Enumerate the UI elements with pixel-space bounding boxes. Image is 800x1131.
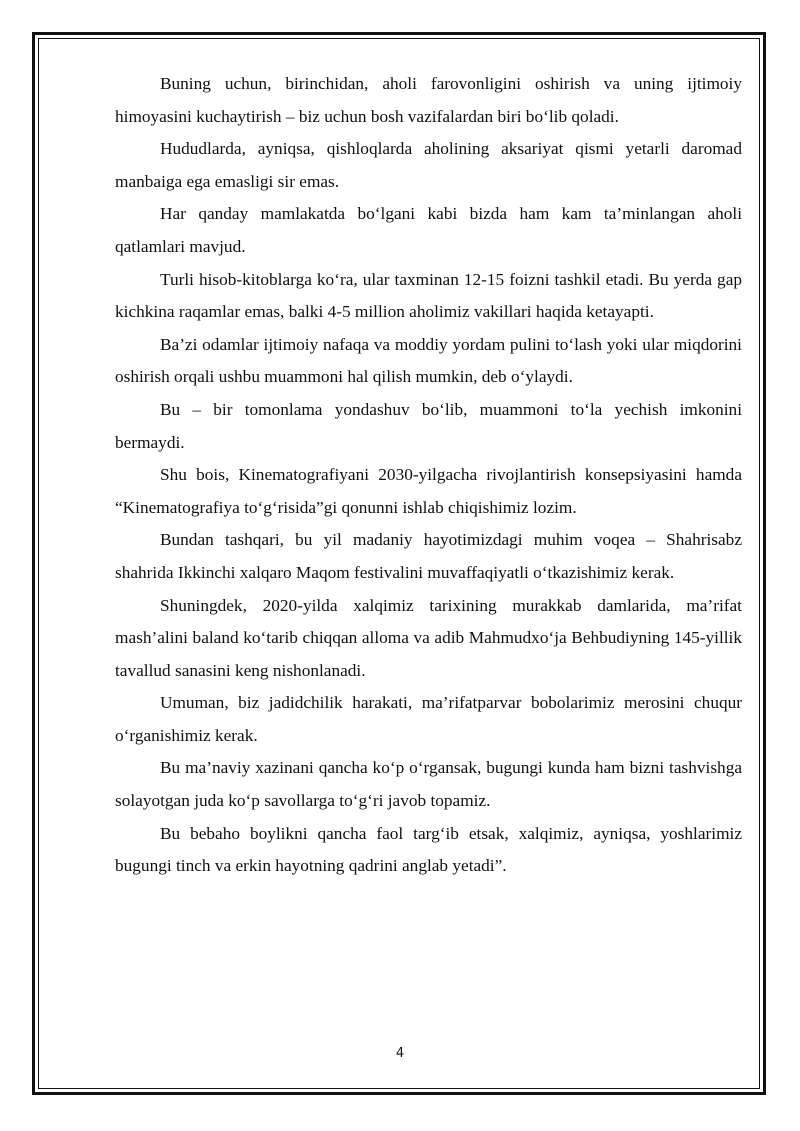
document-body bbox=[115, 68, 742, 883]
paragraph: Hududlarda, ayniqsa, qishloqlarda aholining aksariyat qismi yetarli daromad manbaiga ega emasligi sir emas. bbox=[115, 139, 742, 191]
paragraph: Shu bois, Kinematografiyani 2030-yilgacha rivojlantirish konsepsiyasini hamda “Kinematografiya to‘g‘risida”gi qonunni ishlab chiqishimiz lozim. bbox=[115, 465, 742, 517]
paragraph: Bu ma’naviy xazinani qancha ko‘p o‘rgansak, bugungi kunda ham bizni tashvishga solayotgan juda ko‘p savollarga to‘g‘ri javob topamiz. bbox=[115, 758, 742, 811]
paragraph: Shuningdek, 2020-yilda xalqimiz tarixining murakkab damlarida, ma’rifat mash’alini baland ko‘tarib chiqqan alloma va adib Mahmudxo‘ja Behbudiyning 145-yillik tavallud sanasini keng nishonlanadi. bbox=[115, 595, 742, 680]
paragraph: Turli hisob-kitoblarga ko‘ra, ular taxminan 12-15 foizni tashkil etadi. Bu yerda gap kichkina raqamlar emas, balki 4-5 million aholimiz vakillari haqida ketayapti. bbox=[115, 269, 742, 322]
paragraph: Bu – bir tomonlama yondashuv bo‘lib, muammoni to‘la yechish imkonini bermaydi. bbox=[115, 399, 742, 452]
paragraph: Umuman, biz jadidchilik harakati, ma’rifatparvar bobolarimiz merosini chuqur o‘rganishimiz kerak. bbox=[115, 693, 742, 745]
paragraph: Buning uchun, birinchidan, aholi farovonligini oshirish va uning ijtimoiy himoyasini kuchaytirish – biz uchun bosh vazifalardan biri bo‘lib qoladi. bbox=[115, 74, 742, 126]
paragraph: Bundan tashqari, bu yil madaniy hayotimizdagi muhim voqea – Shahrisabz shahrida Ikkinchi xalqaro Maqom festivalini muvaffaqiyatli o‘tkazishimiz kerak. bbox=[115, 530, 742, 582]
paragraph: Ba’zi odamlar ijtimoiy nafaqa va moddiy yordam pulini to‘lash yoki ular miqdorini oshirish orqali ushbu muammoni hal qilish mumkin, deb o‘ylaydi. bbox=[115, 334, 742, 387]
paragraph: Har qanday mamlakatda bo‘lgani kabi bizda ham kam ta’minlangan aholi qatlamlari mavjud. bbox=[115, 204, 742, 256]
paragraph: Bu bebaho boylikni qancha faol targ‘ib etsak, xalqimiz, ayniqsa, yoshlarimiz bugungi tinch va erkin hayotning qadrini anglab yetadi”. bbox=[115, 823, 742, 876]
page-number: 4 bbox=[395, 1046, 405, 1061]
